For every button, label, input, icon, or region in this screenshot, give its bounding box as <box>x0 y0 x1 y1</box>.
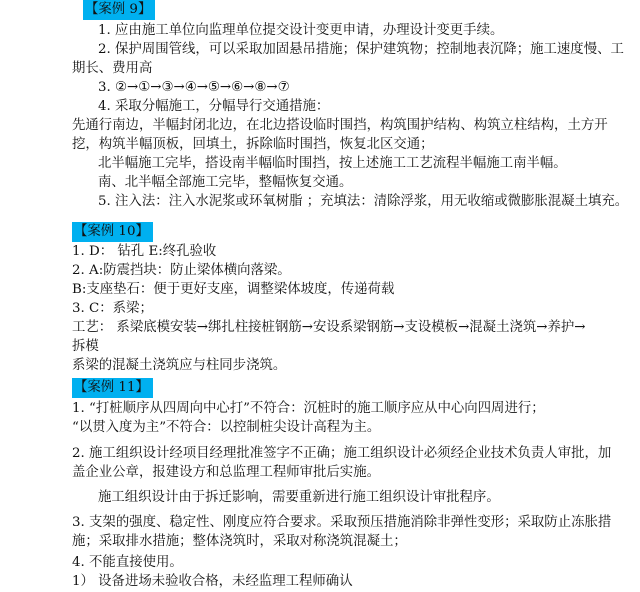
case9-line-4: 3. ②→①→③→④→⑤→⑥→⑧→⑦ <box>98 80 290 95</box>
case11-line-8: 4. 不能直接使用。 <box>72 555 183 570</box>
case10-line-2: 2. A:防震挡块：防止梁体横向落梁。 <box>72 263 291 278</box>
case9-line-5: 4. 采取分幅施工，分幅导行交通措施： <box>98 99 330 114</box>
case11-line-5: 施工组织设计由于拆迁影响，需要重新进行施工组织设计审批程序。 <box>98 490 500 505</box>
case9-line-7: 挖，构筑半幅顶板，回填土，拆除临时围挡，恢复北区交通； <box>72 137 434 152</box>
case11-line-1: 1. “打桩顺序从四周向中心打”不符合：沉桩时的施工顺序应从中心向四周进行； <box>72 401 545 416</box>
case11-line-4: 盖企业公章，报建设方和总监理工程师审批后实施。 <box>72 465 380 480</box>
case9-line-10: 5. 注入法：注入水泥浆或环氧树脂 ；充填法：清除浮浆，用无收缩或微膨胀混凝土填充。 <box>98 194 629 209</box>
case10-line-5: 工艺： 系梁底模安装→绑扎柱接桩钢筋→安设系梁钢筋→支设模板→混凝土浇筑→养护→ <box>72 320 586 335</box>
case11-line-6: 3. 支架的强度、稳定性、刚度应符合要求。采取预压措施消除非弹性变形；采取防止冻胀措 <box>72 515 612 530</box>
case10-line-3: B:支座垫石：便于更好支座，调整梁体坡度，传递荷载 <box>72 282 395 297</box>
case11-line-7: 施；采取排水措施；整体浇筑时，采取对称浇筑混凝土； <box>72 534 407 549</box>
case9-line-3: 期长、费用高 <box>72 61 153 76</box>
case11-line-3: 2. 施工组织设计经项目经理批准签字不正确；施工组织设计必须经企业技术负责人审批，加 <box>72 446 612 461</box>
case9-line-8: 北半幅施工完毕，搭设南半幅临时围挡，按上述施工工艺流程半幅施工南半幅。 <box>98 156 567 171</box>
case10-line-1: 1. D： 钻孔 E:终孔验收 <box>72 244 217 259</box>
case11-line-2: “以贯入度为主”不符合：以控制桩尖设计高程为主。 <box>72 420 381 435</box>
case9-line-9: 南、北半幅全部施工完毕，整幅恢复交通。 <box>98 175 353 190</box>
case10-line-6: 拆模 <box>72 339 99 354</box>
case11-line-9: 1） 设备进场未验收合格，未经监理工程师确认 <box>72 574 353 589</box>
case10-line-4: 3. C：系梁； <box>72 301 153 316</box>
case10-heading: 【案例 10】 <box>72 222 153 242</box>
case9-line-1: 1. 应由施工单位向监理单位提交设计变更申请，办理设计变更手续。 <box>98 23 504 38</box>
case9-heading: 【案例 9】 <box>83 0 155 20</box>
case11-heading: 【案例 11】 <box>72 378 153 398</box>
case9-line-2: 2. 保护周围管线，可以采取加固悬吊措施；保护建筑物；控制地表沉降；施工速度慢、工 <box>98 42 624 57</box>
case9-line-6: 先通行南边，半幅封闭北边，在北边搭设临时围挡，构筑围护结构、构筑立柱结构，土方开 <box>72 118 608 133</box>
case10-line-7: 系梁的混凝土浇筑应与柱同步浇筑。 <box>72 358 287 373</box>
